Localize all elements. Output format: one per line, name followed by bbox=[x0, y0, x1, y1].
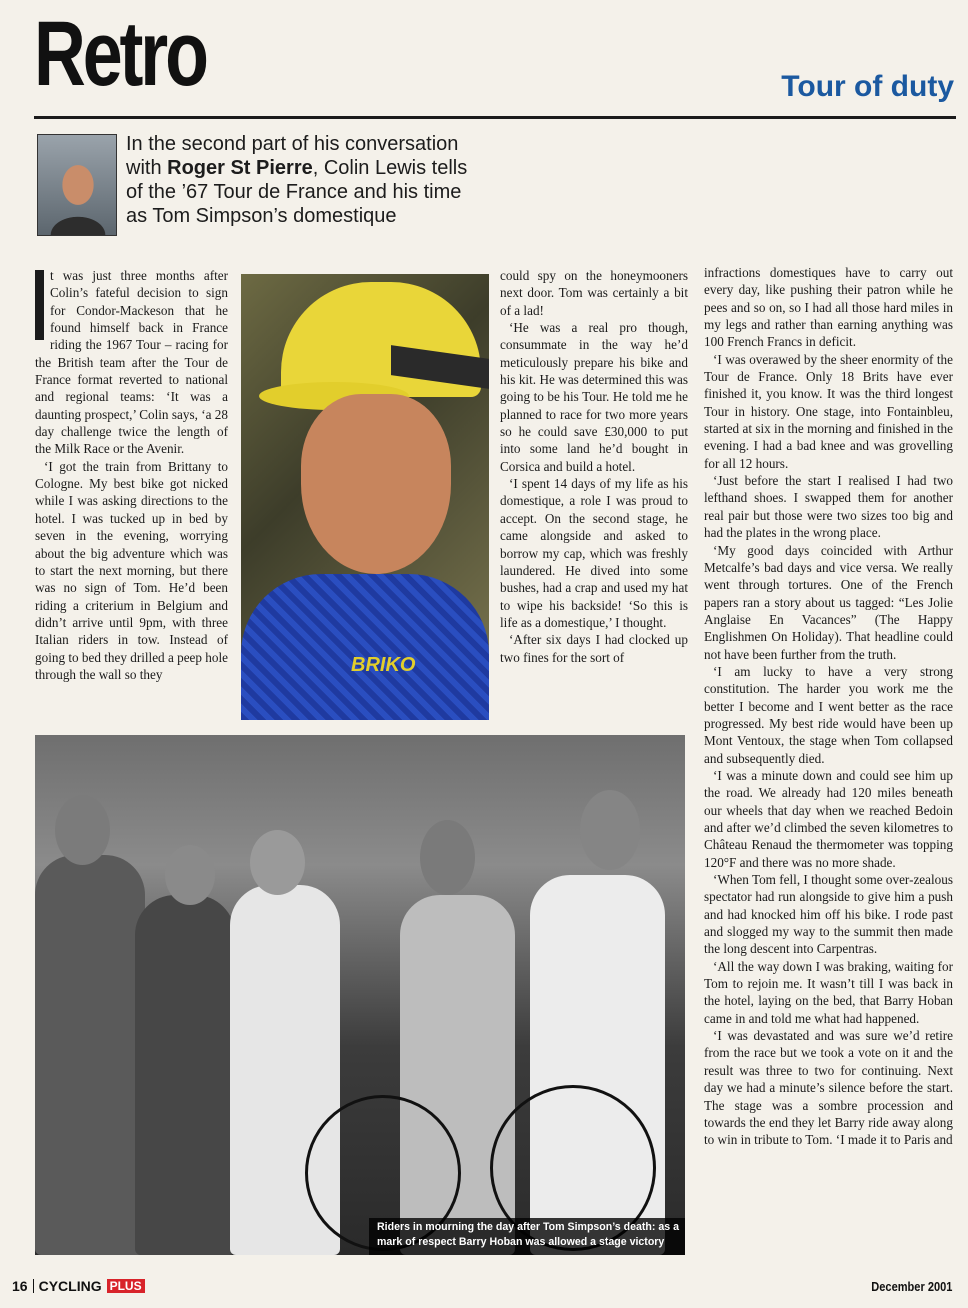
rider-jersey bbox=[241, 574, 489, 720]
paragraph: ‘Just before the start I realised I had two lefthand shoes. I swapped them for another real pair but those were two sizes too big and had the plates in the wrong place. bbox=[704, 473, 953, 541]
body-column-1 bbox=[35, 267, 228, 683]
standfirst-text-2: , Colin Lewis tells of the ’67 Tour de France and his time as Tom Simpson’s domestique bbox=[126, 157, 468, 227]
official-head bbox=[165, 845, 215, 905]
body-column-2 bbox=[500, 267, 688, 666]
paragraph: t was just three months after Colin’s fateful decision to sign for Condor-Mackeson that he found himself back in France riding the 1967 Tour – racing for the British team after the Tour de France format reverted to national and regional teams: ‘It was a daunting prospect,’ Colin says, ‘a 28 day challenge twice the length of the Milk Race or the Avenir. bbox=[35, 268, 228, 457]
drop-cap bbox=[35, 270, 44, 340]
footer-folio bbox=[12, 1278, 145, 1294]
magazine-name-plus: PLUS bbox=[107, 1279, 145, 1293]
standfirst bbox=[126, 132, 486, 228]
rider-face bbox=[301, 394, 451, 574]
jersey-brand: BRIKO bbox=[351, 654, 416, 676]
paragraph: could spy on the honeymooners next door. Tom was certainly a bit of a lad! bbox=[500, 268, 688, 318]
rider-head bbox=[55, 795, 110, 865]
paragraph: ‘My good days coincided with Arthur Metcalfe’s bad days and vice versa. We really went through tortures. One of the French papers ran a story about us tagged: “Les Jolie Anglaise En Vacances” (The Happy Englishmen On Holiday). That headline could not have been further from the truth. bbox=[704, 542, 953, 662]
standfirst-text: In the second part of his conversation with bbox=[126, 133, 459, 179]
riders-mourning-photo bbox=[35, 735, 685, 1255]
section-title: Retro bbox=[34, 3, 206, 105]
paragraph: ‘I am lucky to have a very strong constitution. The harder you work me the better I become and I went better as the race progressed. My best ride would have been up Mont Ventoux, the stage when Tom collapsed and subsequently died. bbox=[704, 663, 953, 766]
paragraph: ‘I was overawed by the sheer enormity of the Tour de France. Only 18 Brits have ever finished it, you know. It was the third longest Tour in history. One stage, into Fontainbleu, started at six in the morning and finished in the evening. I had a bad knee and was grovelling for all 12 hours. bbox=[704, 351, 953, 471]
paragraph: ‘I spent 14 days of my life as his domestique, a role I was proud to accept. On the second stage, he came alongside and asked to borrow my cap, which was freshly laundered. He dived into some bushes, had a crap and used my hat to wipe his backside! ‘So this is life as a domestique,’ I thought. bbox=[500, 476, 688, 630]
page-number: 16 bbox=[12, 1278, 28, 1294]
magazine-name: CYCLING bbox=[38, 1278, 102, 1294]
paragraph: ‘He was a real pro though, consummate in the way he’d meticulously prepare his bike and his kit. He was determined this was going to be his Tour. He told me he planned to race for two more years so he could save £30,000 to put into some land he’d bought in Corsica and build a hotel. bbox=[500, 320, 688, 474]
official-head bbox=[250, 830, 305, 895]
photo-caption: Riders in mourning the day after Tom Simpson’s death: as a mark of respect Barry Hoban was allowed a stage victory bbox=[369, 1218, 685, 1255]
paragraph: ‘After six days I had clocked up two fines for the sort of bbox=[500, 632, 688, 665]
paragraph: ‘All the way down I was braking, waiting for Tom to rejoin me. It wasn’t till I was back in the hotel, laying on the bed, that Barry Hoban came in and told me what had happened. bbox=[704, 958, 953, 1026]
official-figure bbox=[135, 895, 235, 1255]
author-portrait bbox=[37, 134, 117, 236]
paragraph: ‘I was devastated and was sure we’d retire from the race but we took a vote on it and the result was three to two for continuing. Next day we had a minute’s silence before the start. The stage was a sombre procession and towards the end they let Barry ride away along to win in tribute to Tom. ‘I made it to Paris and bbox=[704, 1028, 953, 1148]
rider-figure bbox=[35, 855, 145, 1255]
paragraph: ‘I was a minute down and could see him up the road. We already had 120 miles beneath our wheels that day when we reached Bedoin and after we’d climbed the seven kilometres to Château Renaud the thermometer was topping 120°F and there was no more shade. bbox=[704, 767, 953, 870]
paragraph: ‘When Tom fell, I thought some over-zealous spectator had run alongside to give him a push and had knocked him off his bike. I rode past and slogged my way to the summit then made the long descent into Carpentras. bbox=[704, 872, 953, 957]
author-name: Roger St Pierre bbox=[167, 157, 313, 179]
issue-date: December 2001 bbox=[870, 1279, 952, 1294]
cyclist-photo bbox=[241, 274, 489, 720]
rider-head bbox=[420, 820, 475, 895]
body-column-3 bbox=[704, 264, 953, 1149]
rider-head bbox=[580, 790, 640, 870]
paragraph: infractions domestiques have to carry out every day, like pushing their patron while he pees and so on, so I had all those hard miles in my legs and rather than earning anything was 100 French Francs in deficit. bbox=[704, 265, 953, 350]
header-rule bbox=[34, 116, 956, 119]
article-kicker: Tour of duty bbox=[781, 70, 954, 103]
paragraph: ‘I got the train from Brittany to Cologne. My best bike got nicked while I was asking directions to the hotel. I was tucked up in bed by seven in the evening, worrying about the big adventure which was to start the next morning, but there was no sign of Tom. He’d been riding a criterium in Belgium and didn’t arrive until 9pm, with three Italian riders in tow. Instead of going to bed they drilled a peep hole through the wall so they bbox=[35, 458, 228, 682]
folio-divider bbox=[33, 1279, 34, 1293]
